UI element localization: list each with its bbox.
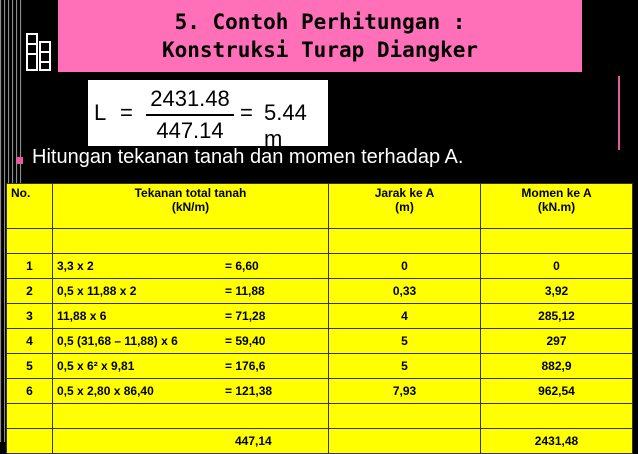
row-jarak: 4 [329, 304, 481, 329]
row-jarak: 0,33 [329, 279, 481, 304]
row-tekanan [53, 279, 329, 304]
building-icon [25, 32, 53, 72]
row-momen: 297 [481, 329, 633, 354]
total-empty-cell [7, 429, 53, 454]
spacer-cell [7, 404, 53, 429]
slide-title [58, 0, 582, 72]
fraction-bar [146, 114, 234, 116]
row-jarak: 0 [329, 254, 481, 279]
total-momen: 2431,48 [481, 429, 633, 454]
header-momen [481, 184, 633, 229]
row-no: 4 [7, 329, 53, 354]
header-tekanan [53, 184, 329, 229]
equation-lhs: L [94, 100, 107, 125]
row-value: = 176,6 [225, 359, 266, 373]
row-expr: 0,5 x 6² x 9,81 [57, 359, 135, 373]
title-line-1: 5. Contoh Perhitungan : [174, 10, 466, 34]
row-expr: 3,3 x 2 [57, 259, 94, 273]
spacer-cell [7, 229, 53, 254]
title-line-2: Konstruksi Turap Diangker [161, 38, 479, 62]
total-tekanan [53, 429, 329, 454]
spacer-cell [53, 404, 329, 429]
header-jarak [329, 184, 481, 229]
row-jarak: 7,93 [329, 379, 481, 404]
spacer-cell [53, 229, 329, 254]
header-momen-label: Momen ke A [521, 186, 592, 200]
calculation-table [6, 183, 633, 454]
header-jarak-unit: (m) [395, 200, 414, 214]
table-header-row [7, 184, 633, 229]
row-tekanan [53, 379, 329, 404]
spacer-cell [329, 404, 481, 429]
table-row [7, 329, 633, 354]
spacer-cell [481, 404, 633, 429]
equation-denominator: 447.14 [156, 118, 224, 143]
row-value: = 71,28 [225, 309, 266, 323]
bullet-icon [16, 157, 23, 164]
total-empty-cell [329, 429, 481, 454]
row-no: 1 [7, 254, 53, 279]
row-expr: 11,88 x 6 [57, 309, 107, 323]
table-spacer-row [7, 404, 633, 429]
row-momen: 3,92 [481, 279, 633, 304]
row-value: = 121,38 [225, 384, 273, 398]
total-tekanan-value: 447,14 [235, 434, 272, 448]
row-expr: 0,5 (31,68 – 11,88) x 6 [57, 334, 178, 348]
equation [88, 80, 328, 151]
row-value: = 6,60 [225, 259, 259, 273]
table-row [7, 379, 633, 404]
equals-sign: = [120, 100, 133, 125]
row-no: 2 [7, 279, 53, 304]
row-value: = 59,40 [225, 334, 266, 348]
row-tekanan [53, 304, 329, 329]
row-no: 6 [7, 379, 53, 404]
equation-numerator: 2431.48 [150, 86, 230, 111]
row-no: 3 [7, 304, 53, 329]
row-tekanan [53, 354, 329, 379]
header-no: No. [7, 184, 53, 229]
row-momen: 285,12 [481, 304, 633, 329]
table-spacer-row [7, 229, 633, 254]
equation-result: 5.44 m [264, 100, 307, 151]
table-total-row [7, 429, 633, 454]
row-expr: 0,5 x 2,80 x 86,40 [57, 384, 154, 398]
row-value: = 11,88 [225, 284, 265, 298]
row-momen: 882,9 [481, 354, 633, 379]
row-expr: 0,5 x 11,88 x 2 [57, 284, 137, 298]
header-momen-unit: (kN.m) [537, 200, 576, 214]
row-momen: 0 [481, 254, 633, 279]
row-jarak: 5 [329, 329, 481, 354]
header-jarak-label: Jarak ke A [374, 186, 435, 200]
table-row [7, 304, 633, 329]
header-tekanan-unit: (kN/m) [171, 200, 210, 214]
equals-sign-2: = [240, 100, 253, 125]
table-row [7, 354, 633, 379]
spacer-cell [481, 229, 633, 254]
bullet-text: Hitungan tekanan tanah dan momen terhadap A. [32, 146, 464, 168]
header-tekanan-label: Tekanan total tanah [134, 186, 247, 200]
row-tekanan [53, 254, 329, 279]
spacer-cell [329, 229, 481, 254]
row-jarak: 5 [329, 354, 481, 379]
table-row [7, 279, 633, 304]
row-no: 5 [7, 354, 53, 379]
row-tekanan [53, 329, 329, 354]
table-row [7, 254, 633, 279]
row-momen: 962,54 [481, 379, 633, 404]
